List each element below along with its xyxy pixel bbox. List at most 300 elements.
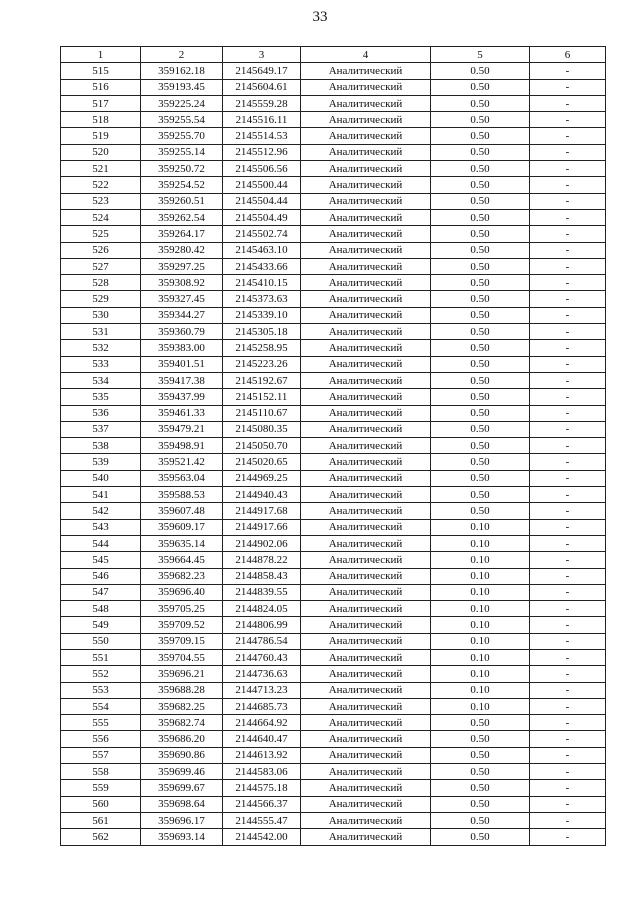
table-row [61,454,606,470]
table-row [61,112,606,128]
table-cell: 2145506.56 [223,161,301,177]
table-row [61,144,606,160]
table-cell: Аналитический [301,405,431,421]
table-cell: 530 [61,307,141,323]
table-cell: Аналитический [301,829,431,845]
table-cell: 2144664.92 [223,715,301,731]
table-cell: 542 [61,503,141,519]
table-cell: 531 [61,324,141,340]
table-cell: Аналитический [301,324,431,340]
table-cell: 2144583.06 [223,764,301,780]
table-cell: 2145463.10 [223,242,301,258]
table-cell: - [530,666,606,682]
table-cell: 359698.64 [141,796,223,812]
table-cell: 359693.14 [141,829,223,845]
table-cell: 359709.15 [141,633,223,649]
table-cell: 2144566.37 [223,796,301,812]
table-row [61,666,606,682]
table-cell: - [530,487,606,503]
table-cell: 525 [61,226,141,242]
table-cell: 359688.28 [141,682,223,698]
table-cell: 2145433.66 [223,258,301,274]
table-row [61,389,606,405]
table-cell: Аналитический [301,112,431,128]
table-cell: 359682.74 [141,715,223,731]
table-cell: 0.10 [431,633,530,649]
table-cell: Аналитический [301,764,431,780]
table-cell: 0.50 [431,731,530,747]
table-cell: - [530,812,606,828]
table-cell: 359696.40 [141,584,223,600]
table-cell: Аналитический [301,389,431,405]
table-cell: 521 [61,161,141,177]
table-cell: Аналитический [301,470,431,486]
table-cell: 359563.04 [141,470,223,486]
table-cell: 0.50 [431,95,530,111]
table-cell: Аналитический [301,128,431,144]
table-cell: Аналитический [301,812,431,828]
column-header: 4 [301,47,431,63]
table-row [61,812,606,828]
table-cell: 2144713.23 [223,682,301,698]
table-cell: - [530,177,606,193]
table-cell: Аналитический [301,698,431,714]
table-row [61,372,606,388]
table-row [61,487,606,503]
table-cell: 2144736.63 [223,666,301,682]
table-row [61,796,606,812]
table-cell: - [530,454,606,470]
table-cell: 0.50 [431,128,530,144]
table-cell: - [530,291,606,307]
table-row [61,649,606,665]
table-cell: 2145504.49 [223,209,301,225]
table-cell: 519 [61,128,141,144]
table-cell: Аналитический [301,552,431,568]
table-cell: - [530,438,606,454]
table-cell: 538 [61,438,141,454]
table-cell: Аналитический [301,258,431,274]
table-cell: 0.50 [431,275,530,291]
table-row [61,307,606,323]
table-cell: 359297.25 [141,258,223,274]
table-cell: Аналитический [301,144,431,160]
table-cell: 0.50 [431,63,530,79]
table-cell: 359250.72 [141,161,223,177]
table-cell: 2145258.95 [223,340,301,356]
table-cell: 0.50 [431,389,530,405]
table-cell: 2144940.43 [223,487,301,503]
table-row [61,324,606,340]
table-cell: 0.50 [431,421,530,437]
table-cell: - [530,209,606,225]
table-cell: 359521.42 [141,454,223,470]
table-cell: 359383.00 [141,340,223,356]
table-cell: 553 [61,682,141,698]
table-cell: - [530,764,606,780]
table-cell: 359704.55 [141,649,223,665]
table-cell: 0.50 [431,112,530,128]
table-cell: 2145502.74 [223,226,301,242]
column-header: 1 [61,47,141,63]
table-cell: 517 [61,95,141,111]
table-cell: - [530,568,606,584]
table-cell: 554 [61,698,141,714]
table-cell: - [530,698,606,714]
table-cell: 2145339.10 [223,307,301,323]
table-cell: 0.50 [431,356,530,372]
table-cell: 2144685.73 [223,698,301,714]
table-cell: 2145512.96 [223,144,301,160]
table-cell: Аналитический [301,503,431,519]
table-row [61,633,606,649]
table-cell: Аналитический [301,193,431,209]
table-row [61,438,606,454]
table-cell: - [530,389,606,405]
table-cell: Аналитический [301,291,431,307]
table-cell: Аналитический [301,617,431,633]
table-cell: Аналитический [301,780,431,796]
table-cell: 537 [61,421,141,437]
table-cell: 2145410.15 [223,275,301,291]
table-cell: 359588.53 [141,487,223,503]
table-cell: 0.10 [431,584,530,600]
table-cell: - [530,601,606,617]
table-cell: 359686.20 [141,731,223,747]
table-cell: Аналитический [301,307,431,323]
table-row [61,258,606,274]
table-cell: 359461.33 [141,405,223,421]
table-cell: Аналитический [301,601,431,617]
table-cell: - [530,161,606,177]
table-cell: 359260.51 [141,193,223,209]
table-cell: Аналитический [301,487,431,503]
table-cell: 0.50 [431,487,530,503]
table-cell: Аналитический [301,209,431,225]
table-cell: 534 [61,372,141,388]
table-cell: 359696.21 [141,666,223,682]
table-cell: - [530,796,606,812]
table-cell: 0.50 [431,226,530,242]
table-cell: 0.10 [431,552,530,568]
table-row [61,552,606,568]
table-cell: 2144858.43 [223,568,301,584]
table-row [61,193,606,209]
table-cell: 2144613.92 [223,747,301,763]
table-cell: 0.50 [431,209,530,225]
table-cell: - [530,95,606,111]
table-cell: 359255.54 [141,112,223,128]
table-cell: 359705.25 [141,601,223,617]
table-cell: Аналитический [301,535,431,551]
table-cell: 0.50 [431,764,530,780]
table-cell: 560 [61,796,141,812]
table-row [61,421,606,437]
table-cell: 532 [61,340,141,356]
table-cell: 2144839.55 [223,584,301,600]
table-cell: 0.50 [431,144,530,160]
table-cell: 359635.14 [141,535,223,551]
table-cell: 2145305.18 [223,324,301,340]
table-cell: 2145223.26 [223,356,301,372]
table-cell: - [530,535,606,551]
table-cell: - [530,193,606,209]
table-cell: - [530,307,606,323]
table-cell: Аналитический [301,242,431,258]
table-cell: 359162.18 [141,63,223,79]
table-cell: 549 [61,617,141,633]
coordinates-table [60,46,606,846]
table-cell: 2144555.47 [223,812,301,828]
table-cell: 524 [61,209,141,225]
table-cell: 551 [61,649,141,665]
table-cell: 559 [61,780,141,796]
table-cell: - [530,633,606,649]
table-row [61,95,606,111]
table-body [61,63,606,845]
table-cell: - [530,470,606,486]
table-cell: 0.50 [431,340,530,356]
table-cell: - [530,144,606,160]
table-cell: 359690.86 [141,747,223,763]
table-cell: 0.10 [431,568,530,584]
table-cell: 2145192.67 [223,372,301,388]
table-cell: Аналитический [301,715,431,731]
table-cell: 359696.17 [141,812,223,828]
table-cell: - [530,340,606,356]
table-cell: - [530,324,606,340]
table-row [61,340,606,356]
table-cell: 359344.27 [141,307,223,323]
table-cell: 2145110.67 [223,405,301,421]
table-cell: 2145559.28 [223,95,301,111]
table-cell: 557 [61,747,141,763]
table-cell: 555 [61,715,141,731]
table-row [61,829,606,845]
table-cell: 0.50 [431,291,530,307]
table-cell: 2144824.05 [223,601,301,617]
table-cell: 2145516.11 [223,112,301,128]
table-cell: 529 [61,291,141,307]
table-cell: 2145020.65 [223,454,301,470]
table-cell: 359254.52 [141,177,223,193]
table-row [61,79,606,95]
table-cell: 359327.45 [141,291,223,307]
table-row [61,356,606,372]
table-cell: 0.10 [431,649,530,665]
table-cell: 0.50 [431,796,530,812]
column-header: 6 [530,47,606,63]
table-row [61,63,606,79]
table-cell: - [530,829,606,845]
column-header: 3 [223,47,301,63]
table-cell: 518 [61,112,141,128]
table-row [61,242,606,258]
table-cell: 359437.99 [141,389,223,405]
table-cell: 0.50 [431,79,530,95]
table-cell: 515 [61,63,141,79]
table-cell: - [530,503,606,519]
table-cell: 0.50 [431,307,530,323]
table-cell: - [530,405,606,421]
table-row [61,275,606,291]
table-cell: - [530,421,606,437]
table-cell: 359262.54 [141,209,223,225]
table-cell: - [530,372,606,388]
table-cell: Аналитический [301,372,431,388]
table-cell: - [530,617,606,633]
table-row [61,698,606,714]
table-cell: - [530,715,606,731]
table-cell: - [530,731,606,747]
table-cell: 552 [61,666,141,682]
table-cell: 0.10 [431,535,530,551]
table-cell: Аналитический [301,731,431,747]
table-cell: 535 [61,389,141,405]
table-cell: 2144902.06 [223,535,301,551]
table-cell: 0.50 [431,812,530,828]
table-cell: 2144806.99 [223,617,301,633]
table-cell: 2144542.00 [223,829,301,845]
table-cell: 533 [61,356,141,372]
table-row [61,584,606,600]
table-cell: 359308.92 [141,275,223,291]
table-cell: 544 [61,535,141,551]
table-cell: Аналитический [301,421,431,437]
table-cell: 0.50 [431,715,530,731]
table-cell: 2144917.68 [223,503,301,519]
table-cell: 0.10 [431,617,530,633]
table-cell: 359479.21 [141,421,223,437]
table-cell: - [530,63,606,79]
table-cell: 359498.91 [141,438,223,454]
table-row [61,535,606,551]
table-cell: 0.50 [431,372,530,388]
table-cell: 561 [61,812,141,828]
table-row [61,682,606,698]
table-row [61,747,606,763]
table-cell: 522 [61,177,141,193]
table-cell: - [530,258,606,274]
table-cell: 0.50 [431,177,530,193]
table-cell: 2145152.11 [223,389,301,405]
table-cell: 0.50 [431,193,530,209]
table-cell: 526 [61,242,141,258]
table-cell: 540 [61,470,141,486]
table-cell: - [530,747,606,763]
table-cell: 359699.46 [141,764,223,780]
table-row [61,617,606,633]
table-row [61,291,606,307]
table-cell: 547 [61,584,141,600]
table-cell: Аналитический [301,454,431,470]
table-cell: Аналитический [301,340,431,356]
table-cell: 359255.70 [141,128,223,144]
table-cell: 2144640.47 [223,731,301,747]
table-cell: 2144917.66 [223,519,301,535]
table-row [61,519,606,535]
table-cell: 2145080.35 [223,421,301,437]
table-cell: Аналитический [301,226,431,242]
table-row [61,601,606,617]
page-number: 33 [312,9,328,25]
table-cell: Аналитический [301,438,431,454]
table-cell: Аналитический [301,519,431,535]
table-cell: 558 [61,764,141,780]
table-cell: Аналитический [301,633,431,649]
table-cell: 0.50 [431,161,530,177]
table-cell: 2145373.63 [223,291,301,307]
table-cell: 2145514.53 [223,128,301,144]
table-cell: Аналитический [301,747,431,763]
table-cell: 539 [61,454,141,470]
table-cell: 545 [61,552,141,568]
table-cell: 359255.14 [141,144,223,160]
table-row [61,568,606,584]
table-cell: 541 [61,487,141,503]
table-cell: 359682.25 [141,698,223,714]
table-cell: 0.10 [431,519,530,535]
table-cell: 550 [61,633,141,649]
table-cell: - [530,682,606,698]
table-cell: 548 [61,601,141,617]
table-row [61,470,606,486]
table-cell: Аналитический [301,275,431,291]
table-cell: 0.50 [431,747,530,763]
table-row [61,503,606,519]
table-cell: - [530,128,606,144]
table-cell: 0.10 [431,601,530,617]
table-cell: 359664.45 [141,552,223,568]
table-cell: 527 [61,258,141,274]
table-cell: 0.10 [431,666,530,682]
table-cell: 359417.38 [141,372,223,388]
table-cell: 0.50 [431,258,530,274]
table-cell: 359193.45 [141,79,223,95]
table-cell: - [530,275,606,291]
table-row [61,128,606,144]
table-cell: 2145504.44 [223,193,301,209]
table-cell: 0.50 [431,454,530,470]
table-cell: Аналитический [301,177,431,193]
table-cell: 359609.17 [141,519,223,535]
table-cell: 520 [61,144,141,160]
table-cell: 562 [61,829,141,845]
table-row [61,731,606,747]
table-cell: 546 [61,568,141,584]
table-cell: - [530,112,606,128]
column-header: 5 [431,47,530,63]
table-cell: 0.50 [431,242,530,258]
table-cell: - [530,584,606,600]
table-cell: 536 [61,405,141,421]
table-cell: - [530,356,606,372]
table-row [61,764,606,780]
table-cell: 0.50 [431,324,530,340]
table-row [61,715,606,731]
table-cell: 0.50 [431,829,530,845]
table-cell: 359264.17 [141,226,223,242]
table-cell: 556 [61,731,141,747]
table-cell: - [530,552,606,568]
table-cell: 2145500.44 [223,177,301,193]
table-cell: 0.50 [431,503,530,519]
table-cell: 2144575.18 [223,780,301,796]
table-cell: 0.50 [431,470,530,486]
table-cell: 528 [61,275,141,291]
table-cell: 359682.23 [141,568,223,584]
table-cell: 0.10 [431,682,530,698]
